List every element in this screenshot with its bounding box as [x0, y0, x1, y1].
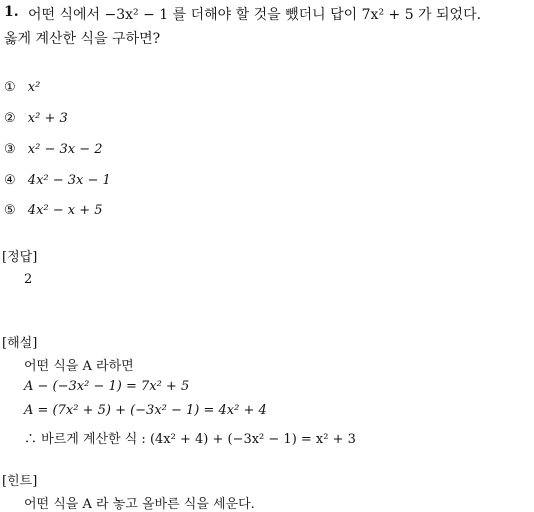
choice-item: [4, 173, 111, 188]
explanation-line: A = (7x² + 5) + (−3x² − 1) = 4x² + 4: [24, 403, 267, 418]
question-line-2: 옳게 계산한 식을 구하면?: [4, 31, 161, 47]
answer-label: [정답]: [2, 250, 38, 265]
choice-item: [4, 142, 103, 157]
explanation-line: A − (−3x² − 1) = 7x² + 5: [24, 379, 190, 394]
choice-item: [4, 80, 40, 95]
choice-text: 4x² − 3x − 1: [27, 173, 111, 188]
choice-item: [4, 111, 68, 126]
answer-value: 2: [24, 272, 33, 287]
question-number: 1.: [4, 4, 19, 20]
choice-marker: ②: [4, 111, 16, 126]
explanation-line: ∴ 바르게 계산한 식 : (4x² + 4) + (−3x² − 1) = x² + 3: [24, 432, 356, 447]
choice-text: 4x² − x + 5: [27, 203, 103, 218]
choice-marker: ①: [4, 80, 16, 95]
choice-text: x²: [27, 80, 41, 95]
choice-marker: ⑤: [4, 203, 16, 218]
explanation-line: 어떤 식을 A 라하면: [24, 359, 134, 374]
question-line-1: 어떤 식에서 −3x² − 1 를 더해야 할 것을 뺐더니 답이 7x² + 5 가 되었다.: [28, 7, 482, 23]
choice-marker: ④: [4, 173, 16, 188]
hint-label: [힌트]: [2, 474, 38, 489]
explanation-label: [해설]: [2, 336, 38, 351]
choice-text: x² + 3: [27, 111, 68, 126]
choice-item: [4, 203, 103, 218]
choice-marker: ③: [4, 142, 16, 157]
choice-text: x² − 3x − 2: [27, 142, 103, 157]
hint-text: 어떤 식을 A 라 놓고 올바른 식을 세운다.: [24, 497, 255, 512]
